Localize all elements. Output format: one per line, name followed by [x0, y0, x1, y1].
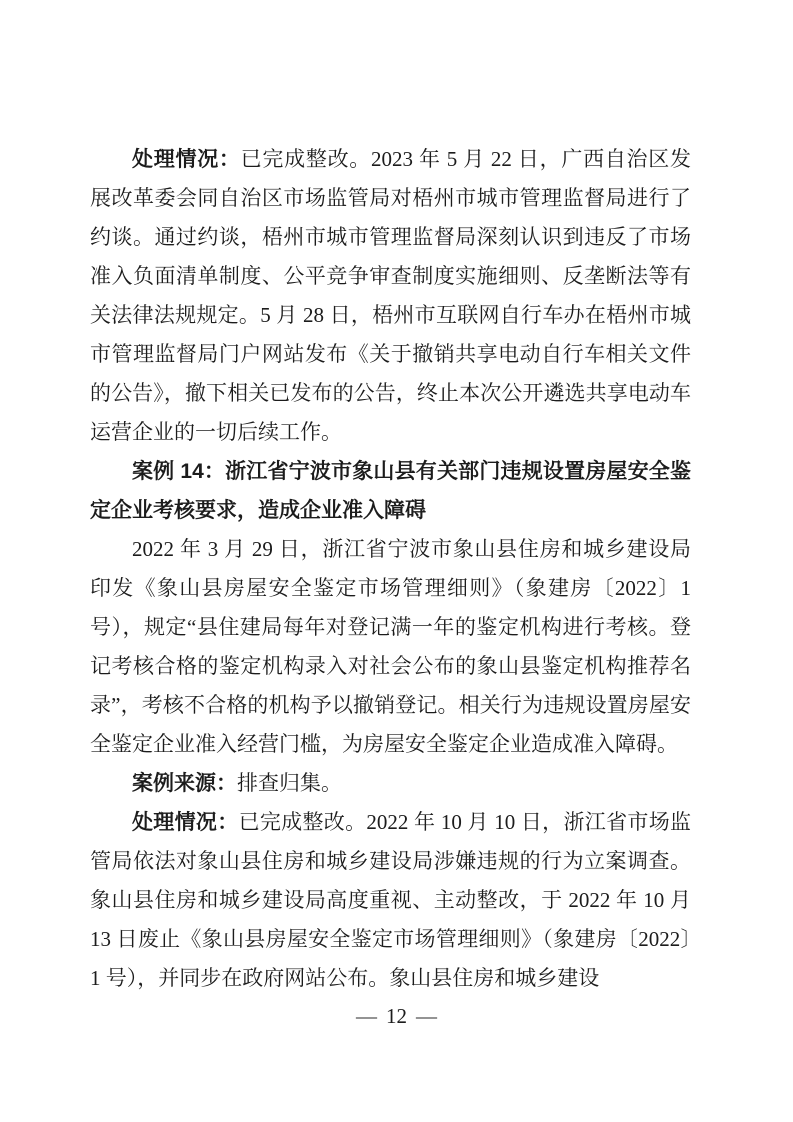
page-footer — [0, 1002, 793, 1030]
paragraph-text: 已完成整改。2022 年 10 月 10 日，浙江省市场监管局依法对象山县住房和城乡建设局涉嫌违规的行为立案调查。象山县住房和城乡建设局高度重视、主动整改，于 2022 年 10 月 13 日废止《象山县房屋安全鉴定市场管理细则》（象建房〔2022〕1 号），并同步在政府网站公布。象山县住房和城乡建设 — [90, 810, 692, 990]
paragraph-case-detail — [90, 530, 691, 764]
handling-status-label: 处理情况： — [132, 811, 239, 834]
footer-dash-right: — — [416, 1004, 437, 1028]
paragraph-text: 2022 年 3 月 29 日，浙江省宁波市象山县住房和城乡建设局印发《象山县房屋安全鉴定市场管理细则》（象建房〔2022〕1 号），规定“县住建局每年对登记满一年的鉴定机构进行考核。登记考核合格的鉴定机构录入对社会公布的象山县鉴定机构推荐名录”，考核不合格的机构予以撤销登记。相关行为违规设置房屋安全鉴定企业准入经营门槛，为房屋安全鉴定企业造成准入障碍。 — [90, 537, 691, 756]
case-source-label: 案例来源： — [132, 772, 237, 795]
paragraph-text: 已完成整改。2023 年 5 月 22 日，广西自治区发展改革委会同自治区市场监管局对梧州市城市管理监督局进行了约谈。通过约谈，梧州市城市管理监督局深刻认识到违反了市场准入负面清单制度、公平竞争审查制度实施细则、反垄断法等有关法律法规规定。5 月 28 日，梧州市互联网自行车办在梧州市城市管理监督局门户网站发布《关于撤销共享电动自行车相关文件的公告》，撤下相关已发布的公告，终止本次公开遴选共享电动车运营企业的一切后续工作。 — [90, 147, 692, 444]
footer-dash-left: — — [356, 1004, 377, 1028]
paragraph-case-source — [90, 764, 691, 803]
paragraph-handling-status-2 — [90, 803, 691, 998]
case-heading: 案例 14：浙江省宁波市象山县有关部门违规设置房屋安全鉴定企业考核要求，造成企业准入障碍 — [90, 460, 691, 522]
paragraph-handling-status-1 — [90, 140, 691, 452]
handling-status-label: 处理情况： — [132, 148, 241, 171]
page-content — [90, 140, 691, 998]
paragraph-text: 排查归集。 — [237, 771, 342, 795]
page-number: 12 — [386, 1004, 407, 1028]
